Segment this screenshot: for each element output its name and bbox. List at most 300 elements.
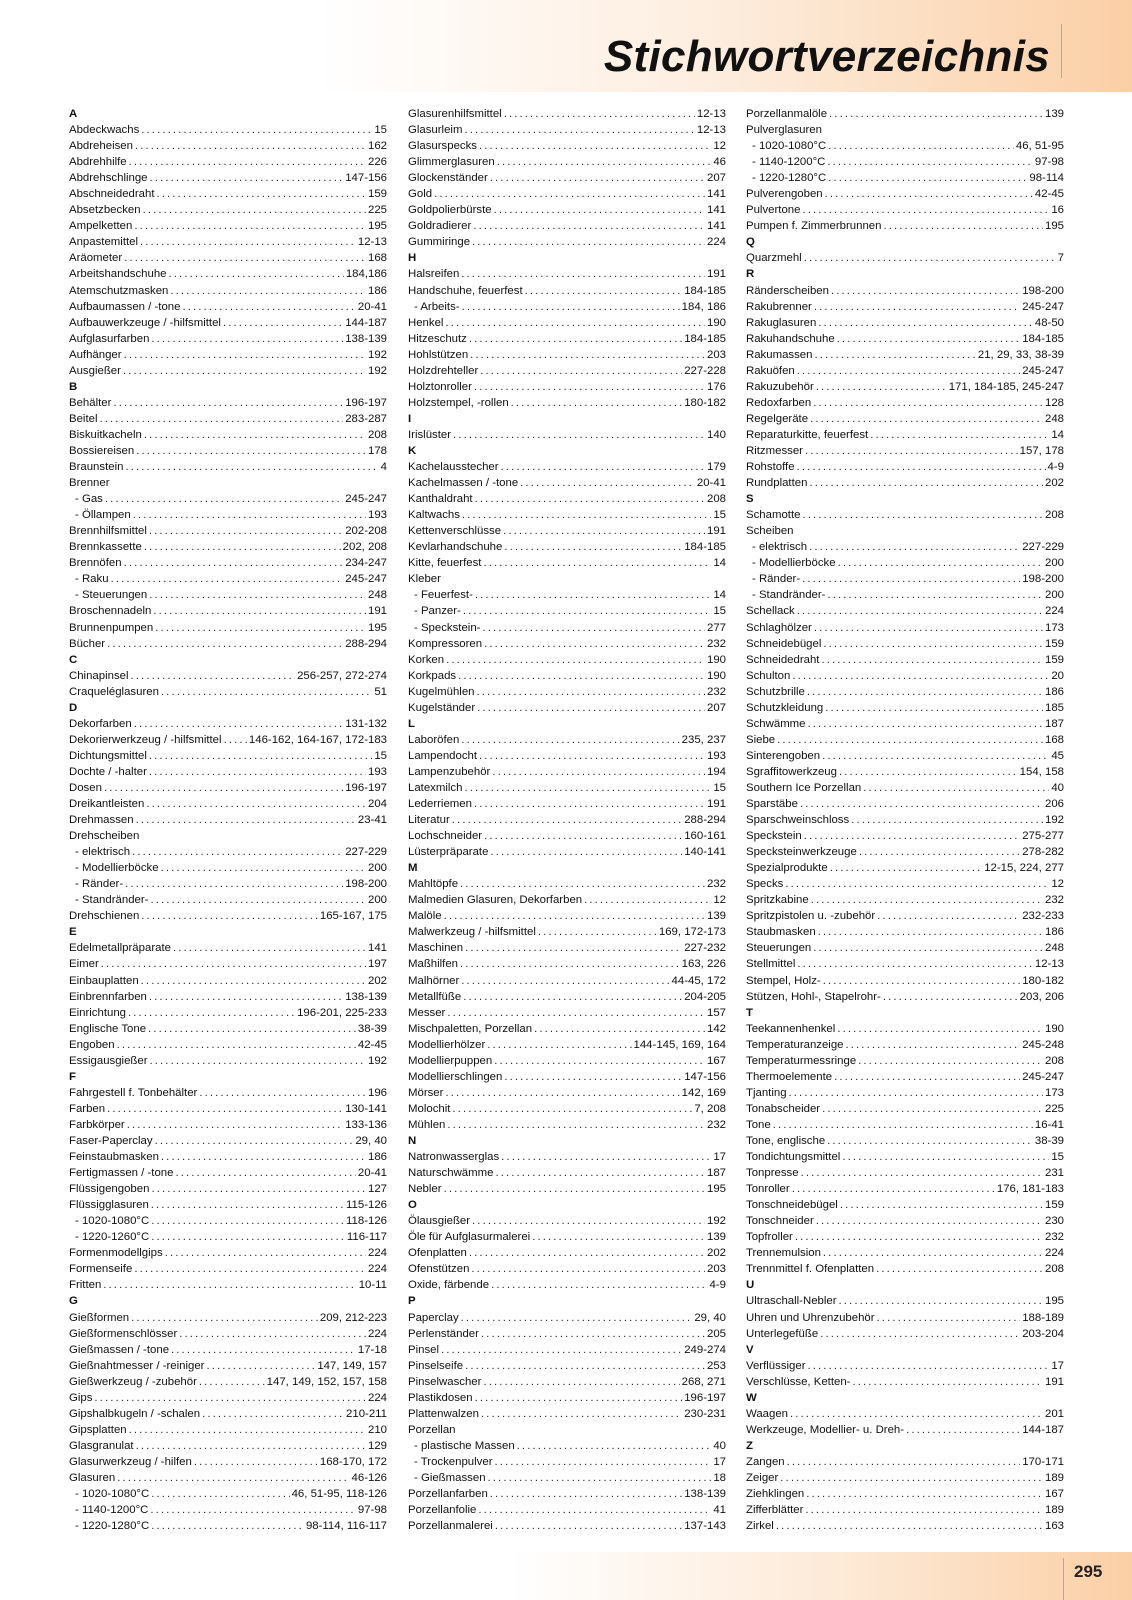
entry-term: Paperclay bbox=[408, 1311, 459, 1324]
index-entry bbox=[746, 1245, 1064, 1261]
dot-leader bbox=[804, 828, 1020, 844]
index-entry bbox=[746, 1053, 1064, 1069]
entry-pages: 41 bbox=[713, 1504, 726, 1517]
entry-term: Mörser bbox=[408, 1086, 444, 1099]
dot-leader bbox=[445, 315, 705, 331]
index-entry bbox=[408, 668, 726, 684]
index-entry bbox=[69, 1133, 387, 1149]
page-title: Stichwortverzeichnis bbox=[603, 32, 1050, 81]
dot-leader bbox=[129, 154, 366, 170]
index-entry bbox=[408, 1053, 726, 1069]
entry-pages: 186 bbox=[367, 1151, 387, 1164]
entry-pages: 225 bbox=[367, 204, 387, 217]
entry-term: Tonschneidebügel bbox=[746, 1199, 838, 1212]
index-entry bbox=[746, 668, 1064, 684]
entry-term: Siebe bbox=[746, 733, 776, 746]
entry-pages: 193 bbox=[367, 765, 387, 778]
entry-term: Glasurwerkzeug / -hilfen bbox=[69, 1455, 192, 1468]
index-entry bbox=[746, 379, 1064, 395]
entry-term: N bbox=[408, 1135, 417, 1147]
index-entry bbox=[69, 475, 387, 491]
index-subentry bbox=[69, 844, 387, 860]
entry-pages: 4 bbox=[380, 461, 387, 474]
entry-pages: 210-211 bbox=[346, 1407, 387, 1420]
index-entry bbox=[408, 989, 726, 1005]
entry-pages: 224 bbox=[1044, 1247, 1064, 1260]
entry-term: Fertigmassen / -tone bbox=[69, 1167, 174, 1180]
entry-term: Glasurspecks bbox=[408, 140, 478, 153]
entry-pages: 204 bbox=[367, 798, 387, 811]
entry-pages: 227-232 bbox=[684, 942, 726, 955]
index-entry bbox=[746, 1101, 1064, 1117]
entry-term: Spezialprodukte bbox=[746, 862, 828, 875]
index-entry bbox=[69, 1310, 387, 1326]
index-letter-heading bbox=[746, 266, 1064, 282]
entry-term: Engoben bbox=[69, 1038, 115, 1051]
dot-leader bbox=[447, 1005, 705, 1021]
dot-leader bbox=[141, 122, 372, 138]
entry-pages: 224 bbox=[367, 1391, 387, 1404]
entry-term: Pulvertone bbox=[746, 204, 801, 217]
index-entry bbox=[408, 1310, 726, 1326]
entry-term: Korkpads bbox=[408, 669, 457, 682]
entry-term: Waagen bbox=[746, 1407, 789, 1420]
entry-term: Sinterengoben bbox=[746, 749, 821, 762]
index-entry bbox=[69, 1406, 387, 1422]
entry-term: Schutzkleidung bbox=[746, 701, 824, 714]
dot-leader bbox=[525, 283, 683, 299]
entry-pages: 202 bbox=[367, 974, 387, 987]
entry-pages: 157 bbox=[706, 1006, 726, 1019]
entry-term: Brennöfen bbox=[69, 557, 122, 570]
entry-term: Rakuzubehör bbox=[746, 380, 814, 393]
dot-leader bbox=[883, 989, 1018, 1005]
dot-leader bbox=[534, 1021, 705, 1037]
entry-pages: 184-185 bbox=[684, 541, 726, 554]
dot-leader bbox=[125, 876, 343, 892]
entry-term: Porzellan bbox=[408, 1423, 456, 1436]
entry-term: Fritten bbox=[69, 1279, 102, 1292]
dot-leader bbox=[808, 1358, 1050, 1374]
entry-pages: 245-247 bbox=[345, 493, 387, 506]
dot-leader bbox=[460, 956, 680, 972]
dot-leader bbox=[787, 1454, 1021, 1470]
dot-leader bbox=[173, 940, 366, 956]
entry-term: Gold bbox=[408, 188, 433, 201]
entry-pages: 203 bbox=[706, 348, 726, 361]
entry-pages: 178 bbox=[367, 444, 387, 457]
index-entry bbox=[408, 1181, 726, 1197]
entry-pages: 189 bbox=[1044, 1504, 1064, 1517]
entry-pages: 168 bbox=[367, 252, 387, 265]
entry-term: Ultraschall-Nebler bbox=[746, 1295, 837, 1308]
entry-pages: 225 bbox=[1044, 1102, 1064, 1115]
index-subentry bbox=[408, 1438, 726, 1454]
dot-leader bbox=[802, 507, 1043, 523]
entry-term: - elektrisch bbox=[752, 541, 808, 554]
entry-term: Metallfüße bbox=[408, 990, 462, 1003]
entry-pages: 232 bbox=[706, 878, 726, 891]
index-entry bbox=[408, 170, 726, 186]
entry-pages: 190 bbox=[706, 653, 726, 666]
index-entry bbox=[746, 796, 1064, 812]
entry-pages: 160-161 bbox=[684, 830, 726, 843]
index-entry bbox=[69, 1245, 387, 1261]
entry-term: Redoxfarben bbox=[746, 396, 812, 409]
entry-pages: 51 bbox=[374, 685, 387, 698]
dot-leader bbox=[151, 1213, 344, 1229]
index-entry bbox=[746, 106, 1064, 122]
entry-pages: 44-45, 172 bbox=[671, 974, 726, 987]
entry-pages: 162 bbox=[367, 140, 387, 153]
entry-pages: 191 bbox=[1044, 1375, 1064, 1388]
index-entry bbox=[746, 620, 1064, 636]
entry-pages: 38-39 bbox=[357, 1022, 387, 1035]
entry-pages: 127 bbox=[367, 1183, 387, 1196]
entry-pages: 288-294 bbox=[684, 814, 726, 827]
entry-term: Gießformenschlösser bbox=[69, 1327, 178, 1340]
entry-pages: 198-200 bbox=[1022, 573, 1064, 586]
dot-leader bbox=[797, 363, 1020, 379]
entry-term: Mühlen bbox=[408, 1118, 446, 1131]
dot-leader bbox=[487, 1037, 631, 1053]
index-entry bbox=[408, 844, 726, 860]
entry-term: Sparschweinschloss bbox=[746, 814, 850, 827]
index-entry bbox=[69, 1277, 387, 1293]
entry-pages: 206 bbox=[1044, 798, 1064, 811]
index-entry bbox=[408, 283, 726, 299]
index-entry bbox=[69, 732, 387, 748]
index-entry bbox=[408, 1518, 726, 1534]
entry-term: Hohlstützen bbox=[408, 348, 469, 361]
entry-term: Formenmodellgips bbox=[69, 1247, 163, 1260]
entry-pages: 142 bbox=[706, 1022, 726, 1035]
entry-pages: 277 bbox=[706, 621, 726, 634]
entry-term: Lederriemen bbox=[408, 798, 472, 811]
index-entry bbox=[69, 636, 387, 652]
dot-leader bbox=[134, 1261, 366, 1277]
entry-pages: 7 bbox=[1057, 252, 1064, 265]
index-subentry bbox=[69, 1229, 387, 1245]
entry-term: Behälter bbox=[69, 396, 112, 409]
dot-leader bbox=[460, 876, 705, 892]
entry-term: Malhörner bbox=[408, 974, 460, 987]
entry-term: Gips bbox=[69, 1391, 93, 1404]
dot-leader bbox=[584, 892, 711, 908]
dot-leader bbox=[816, 1213, 1043, 1229]
entry-pages: 245-247 bbox=[1022, 300, 1064, 313]
index-letter-heading bbox=[408, 443, 726, 459]
entry-term: M bbox=[408, 862, 418, 875]
entry-pages: 170-171 bbox=[1022, 1455, 1064, 1468]
entry-pages: 202 bbox=[706, 1247, 726, 1260]
entry-pages: 196-201, 225-233 bbox=[297, 1006, 387, 1019]
index-subentry bbox=[69, 876, 387, 892]
entry-term: - Modellierböcke bbox=[752, 557, 836, 570]
index-entry bbox=[69, 331, 387, 347]
entry-pages: 180-182 bbox=[684, 396, 726, 409]
dot-leader bbox=[792, 668, 1049, 684]
index-entry bbox=[408, 1326, 726, 1342]
dot-leader bbox=[827, 587, 1043, 603]
entry-pages: 144-187 bbox=[1022, 1423, 1064, 1436]
dot-leader bbox=[820, 1326, 1020, 1342]
index-entry bbox=[69, 154, 387, 170]
dot-leader bbox=[149, 587, 366, 603]
entry-term: Gipshalbkugeln / -schalen bbox=[69, 1407, 201, 1420]
index-subentry bbox=[69, 587, 387, 603]
index-entry bbox=[746, 780, 1064, 796]
index-entry bbox=[746, 956, 1064, 972]
dot-leader bbox=[842, 1149, 1049, 1165]
index-letter-heading bbox=[746, 234, 1064, 250]
entry-term: Dosen bbox=[69, 781, 102, 794]
dot-leader bbox=[823, 973, 1020, 989]
dot-leader bbox=[776, 1518, 1043, 1534]
entry-term: Lochschneider bbox=[408, 830, 483, 843]
index-entry bbox=[746, 700, 1064, 716]
dot-leader bbox=[838, 555, 1043, 571]
index-entry bbox=[69, 395, 387, 411]
dot-leader bbox=[445, 1085, 679, 1101]
entry-term: Henkel bbox=[408, 316, 444, 329]
entry-pages: 195 bbox=[367, 220, 387, 233]
entry-pages: 14 bbox=[713, 589, 726, 602]
entry-term: Malwerkzeug / -hilfsmittel bbox=[408, 926, 536, 939]
dot-leader bbox=[127, 1117, 343, 1133]
dot-leader bbox=[452, 812, 682, 828]
index-entry bbox=[69, 1470, 387, 1486]
entry-pages: 205 bbox=[706, 1327, 726, 1340]
entry-term: Gießmassen / -tone bbox=[69, 1343, 170, 1356]
entry-term: Oxide, färbende bbox=[408, 1279, 490, 1292]
entry-pages: 207 bbox=[706, 701, 726, 714]
title-divider bbox=[1061, 24, 1062, 78]
dot-leader bbox=[462, 299, 680, 315]
entry-pages: 141 bbox=[706, 188, 726, 201]
dot-leader bbox=[503, 523, 705, 539]
entry-term: Holzstempel, -rollen bbox=[408, 396, 509, 409]
entry-term: Topfroller bbox=[746, 1231, 793, 1244]
entry-pages: 192 bbox=[1044, 814, 1064, 827]
dot-leader bbox=[825, 186, 1033, 202]
entry-term: Bücher bbox=[69, 637, 106, 650]
entry-pages: 208 bbox=[1044, 1054, 1064, 1067]
entry-pages: 204-205 bbox=[684, 990, 726, 1003]
index-entry bbox=[408, 395, 726, 411]
dot-leader bbox=[827, 1133, 1033, 1149]
dot-leader bbox=[462, 507, 711, 523]
dot-leader bbox=[773, 1117, 1033, 1133]
entry-pages: 193 bbox=[367, 509, 387, 522]
entry-pages: 230-231 bbox=[684, 1407, 726, 1420]
entry-pages: 288-294 bbox=[345, 637, 387, 650]
entry-pages: 224 bbox=[1044, 605, 1064, 618]
entry-pages: 192 bbox=[367, 364, 387, 377]
index-entry bbox=[746, 812, 1064, 828]
entry-term: Laboröfen bbox=[408, 733, 460, 746]
footer-band bbox=[0, 1552, 1132, 1600]
entry-pages: 195 bbox=[1044, 1295, 1064, 1308]
entry-term: Drehmassen bbox=[69, 814, 134, 827]
index-letter-heading bbox=[746, 1438, 1064, 1454]
index-entry bbox=[746, 427, 1064, 443]
index-entry bbox=[408, 973, 726, 989]
entry-pages: 227-228 bbox=[684, 364, 726, 377]
entry-pages: 208 bbox=[1044, 509, 1064, 522]
index-entry bbox=[408, 1245, 726, 1261]
index-entry bbox=[408, 908, 726, 924]
entry-pages: 198-200 bbox=[345, 878, 387, 891]
entry-pages: 278-282 bbox=[1022, 846, 1064, 859]
entry-pages: 196-197 bbox=[345, 781, 387, 794]
index-entry bbox=[408, 347, 726, 363]
entry-pages: 133-136 bbox=[345, 1118, 387, 1131]
entry-term: - Ränder- bbox=[752, 573, 801, 586]
entry-term: Nebler bbox=[408, 1183, 442, 1196]
entry-term: Ränderscheiben bbox=[746, 284, 829, 297]
dot-leader bbox=[149, 764, 366, 780]
entry-pages: 15 bbox=[374, 749, 387, 762]
index-entry bbox=[746, 202, 1064, 218]
index-entry bbox=[408, 571, 726, 587]
index-letter-heading bbox=[69, 1069, 387, 1085]
entry-term: Q bbox=[746, 236, 755, 249]
entry-term: Goldradierer bbox=[408, 220, 472, 233]
dot-leader bbox=[828, 138, 1014, 154]
entry-term: - plastische Massen bbox=[414, 1439, 515, 1452]
entry-pages: 159 bbox=[1044, 653, 1064, 666]
dot-leader bbox=[828, 170, 1027, 186]
entry-term: Pulverengoben bbox=[746, 188, 823, 201]
entry-pages: 190 bbox=[706, 669, 726, 682]
entry-pages: 16-41 bbox=[1034, 1118, 1064, 1131]
entry-pages: 235, 237 bbox=[681, 733, 726, 746]
index-entry bbox=[69, 299, 387, 315]
dot-leader bbox=[863, 780, 1049, 796]
dot-leader bbox=[805, 443, 1018, 459]
index-entry bbox=[69, 234, 387, 250]
dot-leader bbox=[471, 1261, 705, 1277]
index-entry bbox=[408, 186, 726, 202]
dot-leader bbox=[150, 892, 366, 908]
index-entry bbox=[746, 1454, 1064, 1470]
entry-term: Einbrennfarben bbox=[69, 990, 147, 1003]
entry-term: Spritzkabine bbox=[746, 894, 809, 907]
index-entry bbox=[69, 1165, 387, 1181]
index-letter-heading bbox=[746, 1005, 1064, 1021]
entry-term: Tonabscheider bbox=[746, 1102, 821, 1115]
index-entry bbox=[746, 908, 1064, 924]
dot-leader bbox=[161, 1149, 366, 1165]
entry-term: Aufglasurfarben bbox=[69, 332, 150, 345]
dot-leader bbox=[105, 491, 343, 507]
index-entry bbox=[746, 186, 1064, 202]
index-entry bbox=[408, 876, 726, 892]
index-entry bbox=[69, 315, 387, 331]
index-entry bbox=[69, 1422, 387, 1438]
entry-term: I bbox=[408, 412, 412, 425]
dot-leader bbox=[144, 539, 341, 555]
entry-pages: 40 bbox=[1051, 781, 1064, 794]
dot-leader bbox=[223, 315, 343, 331]
dot-leader bbox=[461, 266, 705, 282]
entry-pages: 15 bbox=[713, 605, 726, 618]
index-entry bbox=[746, 1165, 1064, 1181]
entry-term: Braunstein bbox=[69, 461, 124, 474]
entry-term: Molochit bbox=[408, 1102, 451, 1115]
entry-term: Tondichtungsmittel bbox=[746, 1151, 841, 1164]
entry-term: Handschuhe, feuerfest bbox=[408, 284, 523, 297]
dot-leader bbox=[877, 908, 1020, 924]
entry-pages: 200 bbox=[1044, 557, 1064, 570]
index-entry bbox=[408, 652, 726, 668]
entry-pages: 227-229 bbox=[1022, 541, 1064, 554]
entry-term: - 1020-1080°C bbox=[75, 1215, 150, 1228]
entry-term: Schutzbrille bbox=[746, 685, 805, 698]
entry-pages: 17 bbox=[713, 1151, 726, 1164]
dot-leader bbox=[501, 1149, 711, 1165]
index-letter-heading bbox=[408, 1133, 726, 1149]
entry-term: Mischpaletten, Porzellan bbox=[408, 1022, 533, 1035]
entry-term: - Standränder- bbox=[752, 589, 826, 602]
dot-leader bbox=[805, 1502, 1043, 1518]
index-entry bbox=[69, 186, 387, 202]
index-subentry bbox=[408, 603, 726, 619]
index-entry bbox=[69, 122, 387, 138]
entry-term: Plattenwalzen bbox=[408, 1407, 479, 1420]
index-entry bbox=[746, 1021, 1064, 1037]
dot-leader bbox=[151, 331, 343, 347]
index-column-3 bbox=[746, 106, 1064, 1534]
entry-pages: 186 bbox=[1044, 926, 1064, 939]
index-entry bbox=[746, 1293, 1064, 1309]
entry-term: Reparaturkitte, feuerfest bbox=[746, 428, 869, 441]
entry-term: Scheiben bbox=[746, 525, 794, 538]
entry-pages: 139 bbox=[706, 1231, 726, 1244]
entry-pages: 203-204 bbox=[1022, 1327, 1064, 1340]
dot-leader bbox=[780, 1470, 1043, 1486]
index-entry bbox=[746, 1261, 1064, 1277]
entry-pages: 224 bbox=[367, 1263, 387, 1276]
dot-leader bbox=[475, 587, 711, 603]
entry-term: Verflüssiger bbox=[746, 1359, 806, 1372]
entry-pages: 42-45 bbox=[1034, 188, 1064, 201]
index-entry bbox=[746, 1310, 1064, 1326]
index-entry bbox=[69, 764, 387, 780]
dot-leader bbox=[814, 347, 975, 363]
dot-leader bbox=[157, 186, 366, 202]
dot-leader bbox=[480, 363, 682, 379]
entry-term: Korken bbox=[408, 653, 445, 666]
entry-term: Porzellanmalerei bbox=[408, 1520, 493, 1533]
entry-term: Schulton bbox=[746, 669, 791, 682]
index-entry bbox=[746, 299, 1064, 315]
entry-pages: 200 bbox=[367, 862, 387, 875]
index-subentry bbox=[69, 1486, 387, 1502]
entry-pages: 154, 158 bbox=[1019, 765, 1064, 778]
index-entry bbox=[746, 523, 1064, 539]
dot-leader bbox=[877, 1310, 1021, 1326]
entry-pages: 249-274 bbox=[684, 1343, 726, 1356]
index-entry bbox=[408, 1165, 726, 1181]
index-entry bbox=[69, 1005, 387, 1021]
index-entry bbox=[746, 892, 1064, 908]
dot-leader bbox=[517, 1438, 712, 1454]
index-entry bbox=[746, 395, 1064, 411]
dot-leader bbox=[497, 154, 712, 170]
dot-leader bbox=[124, 250, 366, 266]
